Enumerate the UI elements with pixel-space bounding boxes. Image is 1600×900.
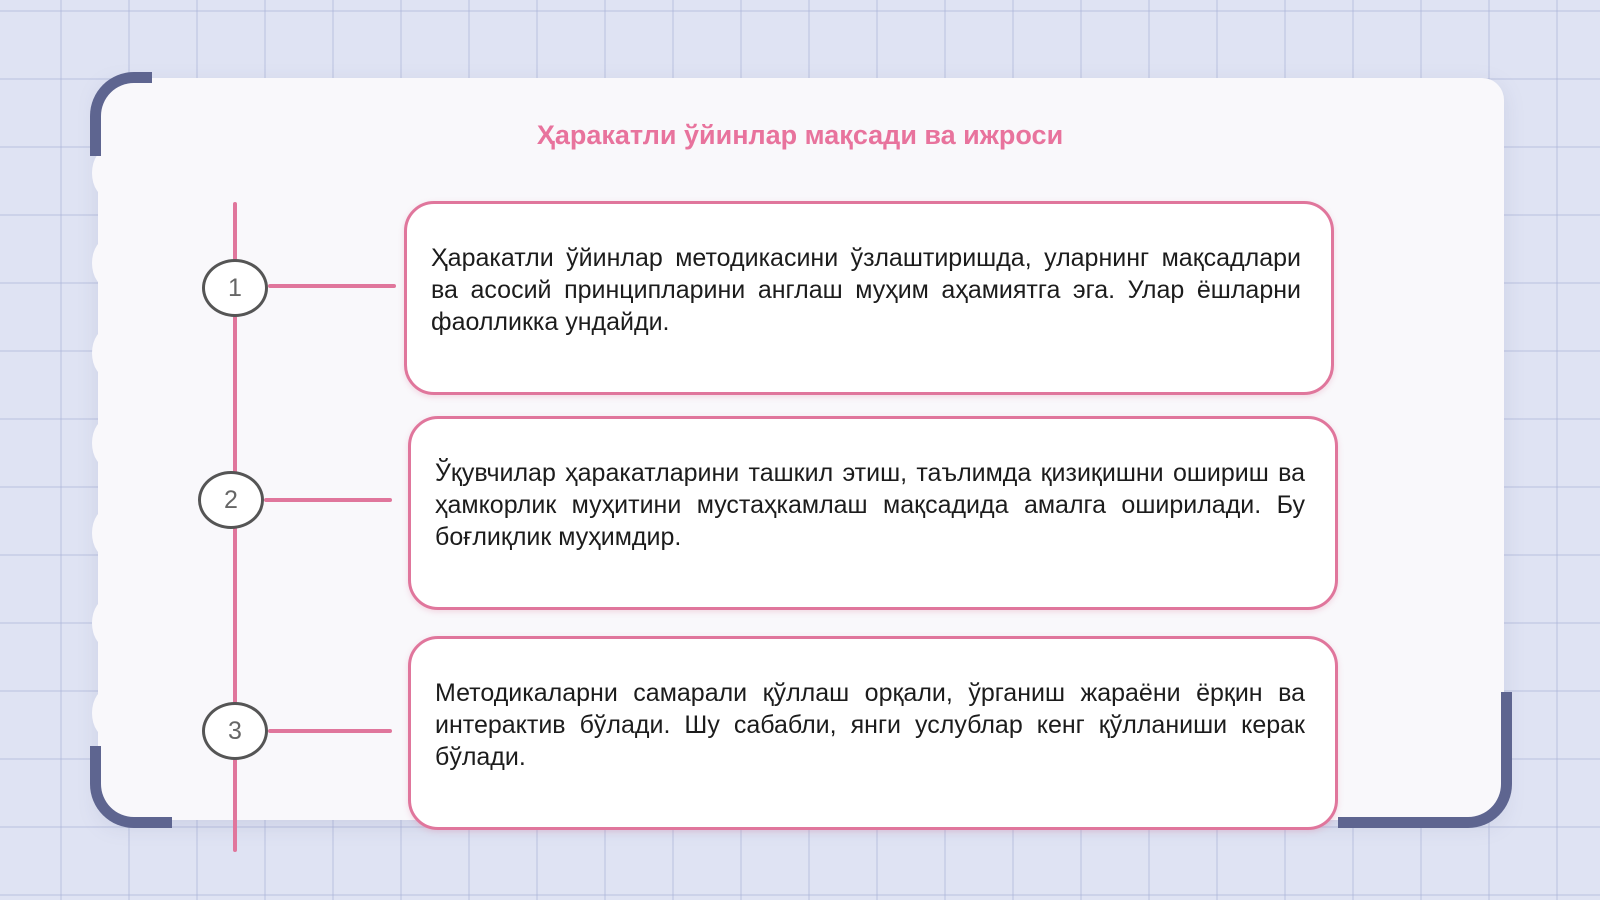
step-3-card — [408, 636, 1338, 830]
paper-scallop — [92, 328, 126, 378]
step-2-card — [408, 416, 1338, 610]
step-3-text: Методикаларни самарали қўллаш орқали, ўрганиш жараёни ёрқин ва интерактив бўлади. Шу сабабли, янги услублар кенг қўлланиши керак бўлади. — [435, 679, 1305, 771]
paper-scallop — [92, 238, 126, 288]
step-1-text: Ҳаракатли ўйинлар методикасини ўзлаштиришда, уларнинг мақсадлари ва асосий принципларини англаш муҳим аҳамиятга эга. Улар ёшларни фаолликка ундайди. — [431, 244, 1301, 336]
step-2-text: Ўқувчилар ҳаракатларини ташкил этиш, таълимда қизиқишни ошириш ва ҳамкорлик муҳитини мустаҳкамлаш мақсадида амалга оширилади. Бу боғлиқлик муҳимдир. — [435, 459, 1305, 551]
step-2-connector — [264, 498, 392, 502]
step-1-card — [404, 201, 1334, 395]
corner-bracket-top-left — [90, 72, 152, 156]
step-1-connector — [268, 284, 396, 288]
paper-scallop — [92, 688, 126, 738]
step-3-connector — [268, 729, 392, 733]
paper-scallop — [92, 418, 126, 468]
paper-scallop — [92, 508, 126, 558]
step-3-number-circle: 3 — [202, 702, 268, 760]
corner-bracket-bottom-right — [1338, 692, 1512, 828]
step-2-number-circle: 2 — [198, 471, 264, 529]
page-title: Ҳаракатли ўйинлар мақсади ва ижроси — [536, 120, 1064, 150]
step-1-number-circle: 1 — [202, 259, 268, 317]
corner-bracket-bottom-left — [90, 746, 172, 828]
paper-scallop — [92, 598, 126, 648]
